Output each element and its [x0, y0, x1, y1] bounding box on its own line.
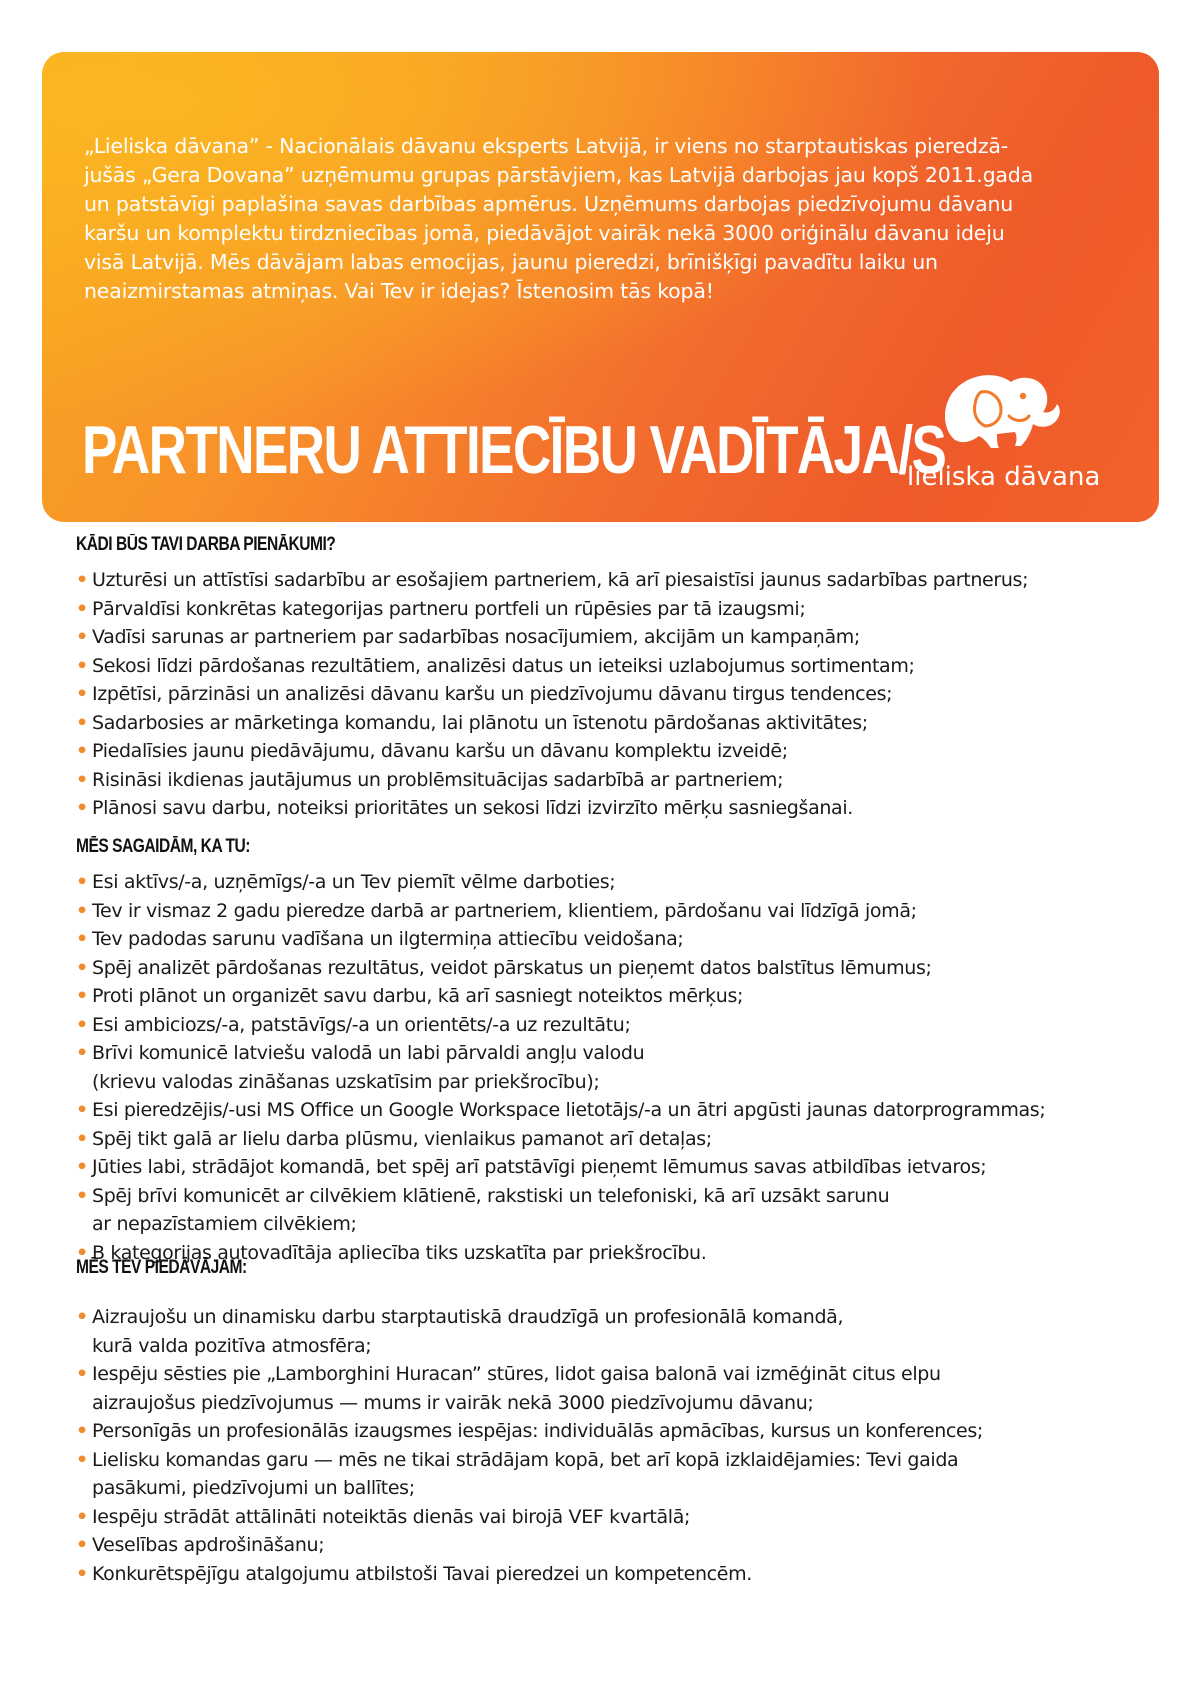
bullet-icon: •: [76, 711, 88, 734]
list-item: [76, 1503, 1166, 1532]
bullet-icon: •: [76, 626, 88, 648]
bullet-icon: •: [76, 985, 88, 1007]
duties-heading: KĀDI BŪS TAVI DARBA PIENĀKUMI?: [76, 534, 336, 555]
list-item: [76, 794, 1166, 823]
list-item: [76, 709, 1166, 738]
list-item-text: Esi aktīvs/-a, uzņēmīgs/-a un Tev piemīt vēlme darboties;: [92, 871, 616, 893]
bullet-icon: •: [76, 597, 88, 620]
list-item-text: Veselības apdrošināšanu;: [92, 1534, 325, 1556]
bullet-icon: •: [76, 1534, 88, 1556]
list-item-text: Jūties labi, strādājot komandā, bet spēj arī patstāvīgi pieņemt lēmumus savas atbildības ietvaros;: [92, 1156, 987, 1178]
bullet-icon: •: [76, 683, 88, 705]
list-item-text: Uzturēsi un attīstīsi sadarbību ar esošajiem partneriem, kā arī piesaistīsi jaunus sadarbības partnerus;: [92, 569, 1029, 591]
bullet-icon: •: [76, 1156, 88, 1178]
bullet-icon: •: [76, 1505, 88, 1528]
bullet-icon: •: [76, 1184, 88, 1207]
list-item: [76, 680, 1166, 709]
list-item-text: Spēj analizēt pārdošanas rezultātus, veidot pārskatus un pieņemt datos balstītus lēmumus;: [92, 956, 932, 979]
list-item-text: Plānosi savu darbu, noteiksi prioritātes un sekosi līdzi izvirzīto mērķu sasniegšanai.: [92, 797, 853, 819]
list-item-text: Brīvi komunicē latviešu valodā un labi pārvaldi angļu valodu: [92, 1042, 645, 1064]
list-item: [76, 954, 1166, 983]
duties-list: [76, 566, 1166, 823]
intro-line: visā Latvijā. Mēs dāvājam labas emocijas, jaunu pieredzi, brīnišķīgi pavadītu laiku un: [84, 250, 938, 274]
bullet-icon: •: [76, 740, 88, 762]
bullet-icon: •: [76, 1363, 88, 1385]
bullet-icon: •: [76, 1099, 88, 1121]
expectations-list: [76, 868, 1166, 1267]
list-item-text: Sadarbosies ar mārketinga komandu, lai plānotu un īstenotu pārdošanas aktivitātes;: [92, 711, 868, 734]
list-item-text: aizraujošus piedzīvojumus — mums ir vairāk nekā 3000 piedzīvojumu dāvanu;: [92, 1391, 814, 1414]
list-item: [76, 925, 1166, 954]
bullet-icon: •: [76, 1042, 88, 1064]
list-item-text: B kategorijas autovadītāja apliecība tiks uzskatīta par priekšrocību.: [92, 1241, 707, 1264]
list-item-text: Tev ir vismaz 2 gadu pieredze darbā ar partneriem, klientiem, pārdošanu vai līdzīgā jomā;: [92, 899, 917, 922]
list-item: [76, 868, 1166, 897]
list-item-text: Risināsi ikdienas jautājumus un problēmsituācijas sadarbībā ar partneriem;: [92, 768, 784, 791]
list-item-text: kurā valda pozitīva atmosfēra;: [92, 1334, 372, 1357]
list-item: [76, 1039, 1166, 1096]
bullet-icon: •: [76, 1562, 88, 1585]
list-item-text: Vadīsi sarunas ar partneriem par sadarbības nosacījumiem, akcijām un kampaņām;: [92, 626, 860, 648]
company-logo: [907, 370, 1101, 500]
list-item-text: Spēj tikt galā ar lielu darba plūsmu, vienlaikus pamanot arī detaļas;: [92, 1127, 712, 1150]
list-item: [76, 623, 1166, 652]
offer-heading: MĒS TEV PIEDĀVĀJAM:: [76, 1257, 247, 1278]
header-banner: [42, 52, 1159, 522]
elephant-icon: [937, 370, 1067, 458]
list-item: [76, 1560, 1166, 1589]
list-item-text: Proti plānot un organizēt savu darbu, kā arī sasniegt noteiktos mērķus;: [92, 985, 744, 1007]
list-item: [76, 1011, 1166, 1040]
list-item: [76, 897, 1166, 926]
list-item: [76, 1182, 1166, 1239]
list-item-text: Esi ambiciozs/-a, patstāvīgs/-a un orientēts/-a uz rezultātu;: [92, 1013, 631, 1036]
bullet-icon: •: [76, 1420, 88, 1442]
intro-line: un patstāvīgi paplašina savas darbības apmērus. Uzņēmums darbojas piedzīvojumu dāvanu: [84, 192, 1014, 216]
list-item-text: Esi pieredzējis/-usi MS Office un Google Workspace lietotājs/-a un ātri apgūsti jaunas datorprogrammas;: [92, 1099, 1046, 1121]
list-item: [76, 1303, 1166, 1360]
bullet-icon: •: [76, 797, 88, 819]
bullet-icon: •: [76, 1306, 88, 1328]
list-item: [76, 1125, 1166, 1154]
list-item: [76, 1531, 1166, 1560]
list-item-text: Sekosi līdzi pārdošanas rezultātiem, analizēsi datus un ieteiksi uzlabojumus sortimentam;: [92, 654, 915, 677]
list-item-text: Pārvaldīsi konkrētas kategorijas partneru portfeli un rūpēsies par tā izaugsmi;: [92, 597, 806, 620]
bullet-icon: •: [76, 1013, 88, 1036]
expectations-heading: MĒS SAGAIDĀM, KA TU:: [76, 836, 250, 857]
list-item-text: Piedalīsies jaunu piedāvājumu, dāvanu karšu un dāvanu komplektu izveidē;: [92, 740, 788, 762]
list-item-text: Personīgās un profesionālās izaugsmes iespējas: individuālās apmācības, kursus un konferences;: [92, 1420, 983, 1442]
list-item-text: Iespēju sēsties pie „Lamborghini Huracan” stūres, lidot gaisa balonā vai izmēģināt citus elpu: [92, 1363, 941, 1385]
list-item-text: Lielisku komandas garu — mēs ne tikai strādājam kopā, bet arī kopā izklaidējamies: Tevi gaida: [92, 1448, 959, 1471]
bullet-icon: •: [76, 899, 88, 922]
list-item: [76, 652, 1166, 681]
intro-line: karšu un komplektu tirdzniecības jomā, piedāvājot vairāk nekā 3000 oriģinālu dāvanu ideju: [84, 221, 1005, 245]
list-item: [76, 1153, 1166, 1182]
list-item: [76, 1096, 1166, 1125]
list-item: [76, 595, 1166, 624]
list-item-text: (krievu valodas zināšanas uzskatīsim par priekšrocību);: [92, 1070, 600, 1093]
bullet-icon: •: [76, 1241, 88, 1264]
list-item-text: Konkurētspējīgu atalgojumu atbilstoši Tavai pieredzei un kompetencēm.: [92, 1562, 752, 1585]
bullet-icon: •: [76, 569, 88, 591]
list-item: [76, 566, 1166, 595]
bullet-icon: •: [76, 871, 88, 893]
company-intro: [84, 132, 1124, 306]
job-title: PARTNERU ATTIECĪBU VADĪTĀJA/S: [82, 412, 946, 488]
list-item-text: pasākumi, piedzīvojumi un ballītes;: [92, 1477, 415, 1499]
logo-text: lieliska dāvana: [907, 462, 1101, 492]
intro-line: neaizmirstamas atmiņas. Vai Tev ir idejas? Īstenosim tās kopā!: [84, 279, 714, 303]
offer-section: [76, 1257, 1166, 1588]
offer-list: [76, 1303, 1166, 1588]
list-item: [76, 1446, 1166, 1503]
intro-line: „Lieliska dāvana” - Nacionālais dāvanu eksperts Latvijā, ir viens no starptautiskas pieredzā-: [84, 134, 1008, 158]
list-item: [76, 737, 1166, 766]
list-item-text: Aizraujošu un dinamisku darbu starptautiskā draudzīgā un profesionālā komandā,: [92, 1306, 844, 1328]
bullet-icon: •: [76, 956, 88, 979]
bullet-icon: •: [76, 654, 88, 677]
intro-line: jušās „Gera Dovana” uzņēmumu grupas pārstāvjiem, kas Latvijā darbojas jau kopš 2011.gada: [84, 163, 1033, 187]
bullet-icon: •: [76, 1127, 88, 1150]
list-item-text: Iespēju strādāt attālināti noteiktās dienās vai birojā VEF kvartālā;: [92, 1505, 691, 1528]
list-item: [76, 1417, 1166, 1446]
expectations-section: [76, 836, 1166, 1267]
list-item-text: Spēj brīvi komunicēt ar cilvēkiem klātienē, rakstiski un telefoniski, kā arī uzsākt sarunu: [92, 1184, 890, 1207]
list-item: [76, 1360, 1166, 1417]
list-item: [76, 766, 1166, 795]
list-item: [76, 982, 1166, 1011]
bullet-icon: •: [76, 928, 88, 950]
list-item-text: Izpētīsi, pārzināsi un analizēsi dāvanu karšu un piedzīvojumu dāvanu tirgus tendences;: [92, 683, 893, 705]
duties-section: [76, 534, 1166, 823]
bullet-icon: •: [76, 1448, 88, 1471]
bullet-icon: •: [76, 768, 88, 791]
list-item-text: ar nepazīstamiem cilvēkiem;: [92, 1213, 357, 1235]
list-item-text: Tev padodas sarunu vadīšana un ilgtermiņa attiecību veidošana;: [92, 928, 684, 950]
